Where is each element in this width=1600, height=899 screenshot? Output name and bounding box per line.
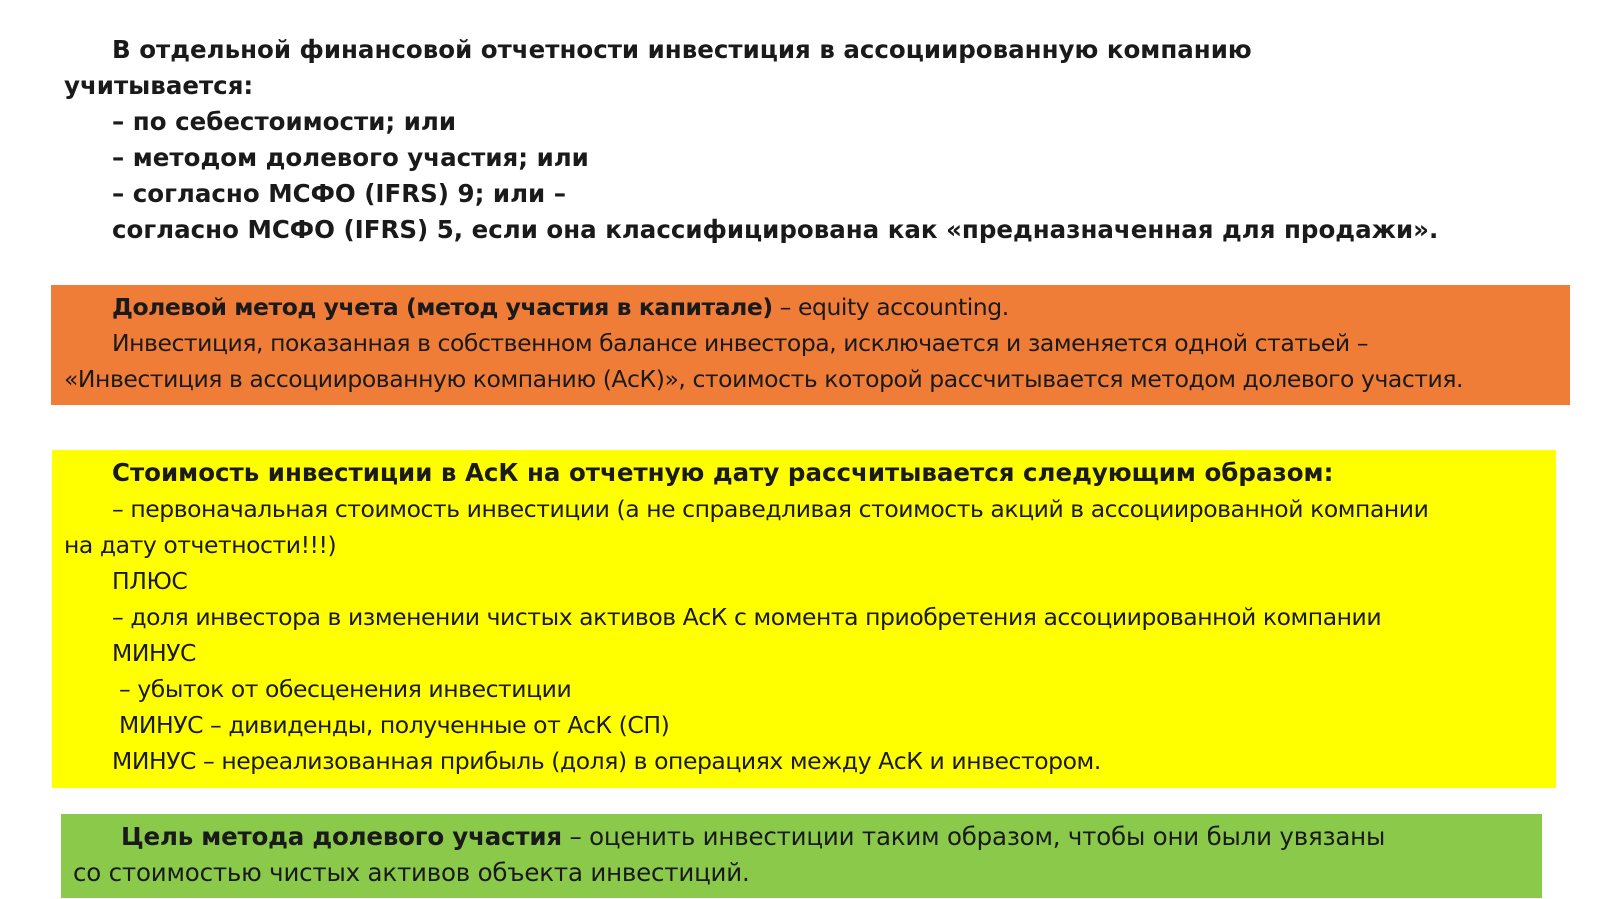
calculation-line: ПЛЮС [112,567,188,595]
equity-method-definition-box [51,285,1570,405]
calculation-line: МИНУС – нереализованная прибыль (доля) в операциях между АсК и инвестором. [112,747,1101,775]
calculation-line: – первоначальная стоимость инвестиции (а не справедливая стоимость акций в ассоциированной компании [112,495,1429,523]
calculation-line: – убыток от обесценения инвестиции [112,675,572,703]
goal-line: – оценить инвестиции таким образом, чтобы они были увязаны [561,822,1386,851]
intro-bullet: – согласно МСФО (IFRS) 9; или – [112,179,566,208]
goal-line: со стоимостью чистых активов объекта инвестиций. [73,858,750,887]
equity-method-line: Инвестиция, показанная в собственном балансе инвестора, исключается и заменяется одной статьей – [112,329,1369,357]
goal-term: Цель метода долевого участия [121,822,562,851]
intro-bullet: согласно МСФО (IFRS) 5, если она классифицирована как «предназначенная для продажи». [112,215,1439,244]
intro-bullet: – методом долевого участия; или [112,143,589,172]
calculation-heading: Стоимость инвестиции в АсК на отчетную дату рассчитывается следующим образом: [112,458,1334,487]
calculation-line: – доля инвестора в изменении чистых активов АсК с момента приобретения ассоциированной компании [112,603,1382,631]
equity-method-translation: – equity accounting. [772,293,1009,321]
equity-method-line: «Инвестиция в ассоциированную компанию (АсК)», стоимость которой рассчитывается методом долевого участия. [64,365,1464,393]
calculation-line: на дату отчетности!!!) [64,531,337,559]
intro-bullet: – по себестоимости; или [112,107,457,136]
calculation-line: МИНУС – дивиденды, полученные от АсК (СП) [112,711,670,739]
calculation-line: МИНУС [112,639,197,667]
intro-line: учитывается: [64,71,254,100]
intro-text-block [64,32,1544,248]
equity-method-term: Долевой метод учета (метод участия в капитале) [112,293,773,321]
investment-value-calculation-box [52,450,1556,788]
equity-method-goal-box [61,814,1542,898]
intro-line: В отдельной финансовой отчетности инвестиция в ассоциированную компанию [112,35,1252,64]
